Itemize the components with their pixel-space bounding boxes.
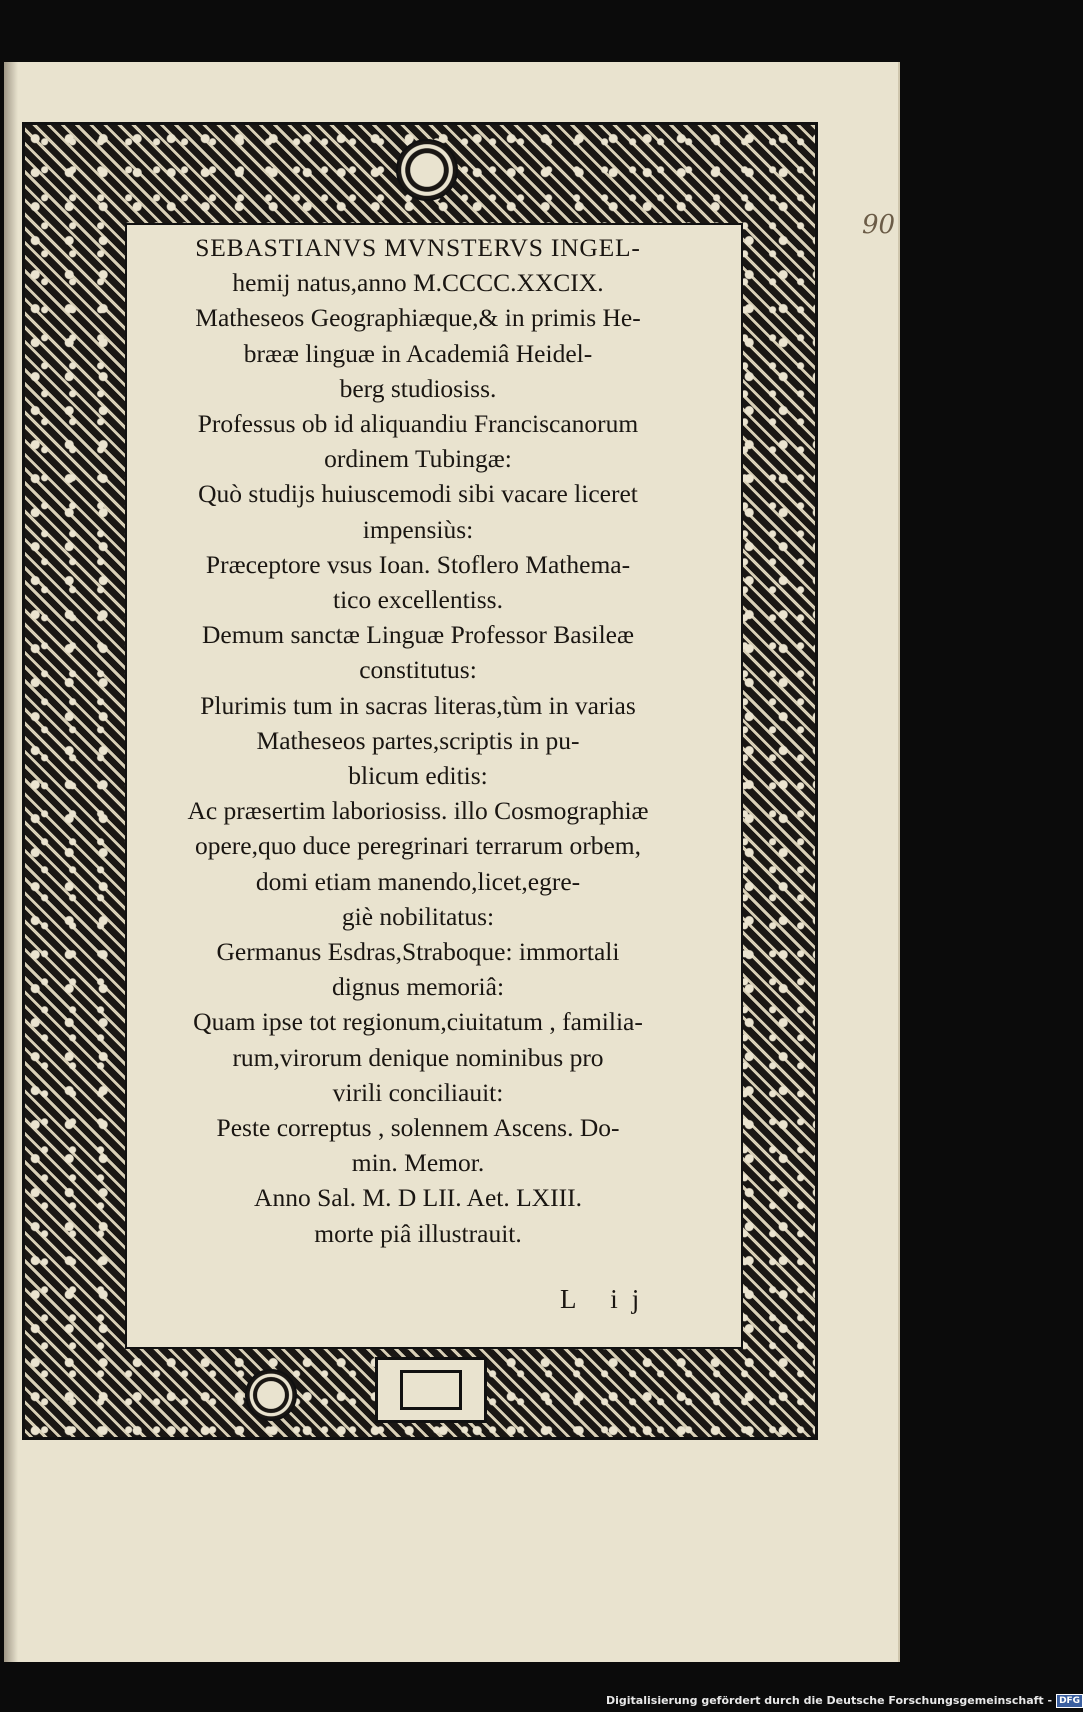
text-line: Quam ipse tot regionum,ciuitatum , familia-	[193, 1007, 643, 1037]
folio-mark: 90	[862, 210, 896, 240]
text-line: impensiùs:	[362, 514, 474, 544]
text-line: Germanus Esdras,Straboque: immortali	[216, 937, 620, 967]
text-line: SEBASTIANVS MVNSTERVS INGEL-	[195, 233, 641, 262]
text-line: min. Memor.	[351, 1148, 485, 1178]
text-line: morte piâ illustrauit.	[314, 1218, 522, 1248]
text-line: Ac præsertim laboriosiss. illo Cosmographiæ	[187, 796, 649, 826]
text-line: domi etiam manendo,licet,egre-	[255, 866, 581, 896]
text-line: blicum editis:	[348, 761, 488, 791]
text-line: virili conciliauit:	[332, 1077, 504, 1107]
credit-text: Digitalisierung gefördert durch die Deutsche Forschungsgemeinschaft -	[606, 1694, 1053, 1707]
text-line: opere,quo duce peregrinari terrarum orbem,	[194, 831, 642, 861]
digitization-credit	[606, 1694, 1083, 1708]
dfg-logo: DFG	[1056, 1694, 1083, 1708]
epitaph-text	[138, 230, 698, 1251]
text-line: brææ linguæ in Academiâ Heidel-	[243, 338, 593, 368]
text-line: Matheseos Geographiæque,& in primis He-	[195, 303, 641, 333]
text-line: ordinem Tubingæ:	[324, 444, 512, 474]
text-line: Plurimis tum in sacras literas,tùm in varias	[200, 690, 636, 720]
cartouche-ornament	[375, 1357, 487, 1423]
text-line: Quò studijs huiuscemodi sibi vacare liceret	[198, 479, 638, 509]
text-line: rum,virorum denique nominibus pro	[232, 1042, 604, 1072]
text-line: dignus memoriâ:	[331, 972, 505, 1002]
signature-mark: L ij	[560, 1284, 654, 1314]
cherub-head-ornament	[396, 139, 458, 201]
text-line: constitutus:	[359, 655, 477, 685]
fruit-ornament	[245, 1369, 297, 1421]
text-line: berg studiosiss.	[339, 373, 497, 403]
text-line: tico excellentiss.	[333, 585, 503, 615]
text-line: Demum sanctæ Linguæ Professor Basileæ	[201, 620, 635, 650]
text-line: Professus ob id aliquandiu Franciscanorum	[197, 409, 639, 439]
text-line: giè nobilitatus:	[341, 901, 495, 931]
text-line: hemij natus,anno M.CCCC.XXCIX.	[232, 268, 604, 298]
text-line: Matheseos partes,scriptis in pu-	[256, 725, 580, 755]
text-line: Peste correptus , solennem Ascens. Do-	[216, 1113, 620, 1143]
text-line: Anno Sal. M. D LII. Aet. LXIII.	[254, 1183, 582, 1213]
text-line: Præceptore vsus Ioan. Stoflero Mathema-	[205, 549, 631, 579]
